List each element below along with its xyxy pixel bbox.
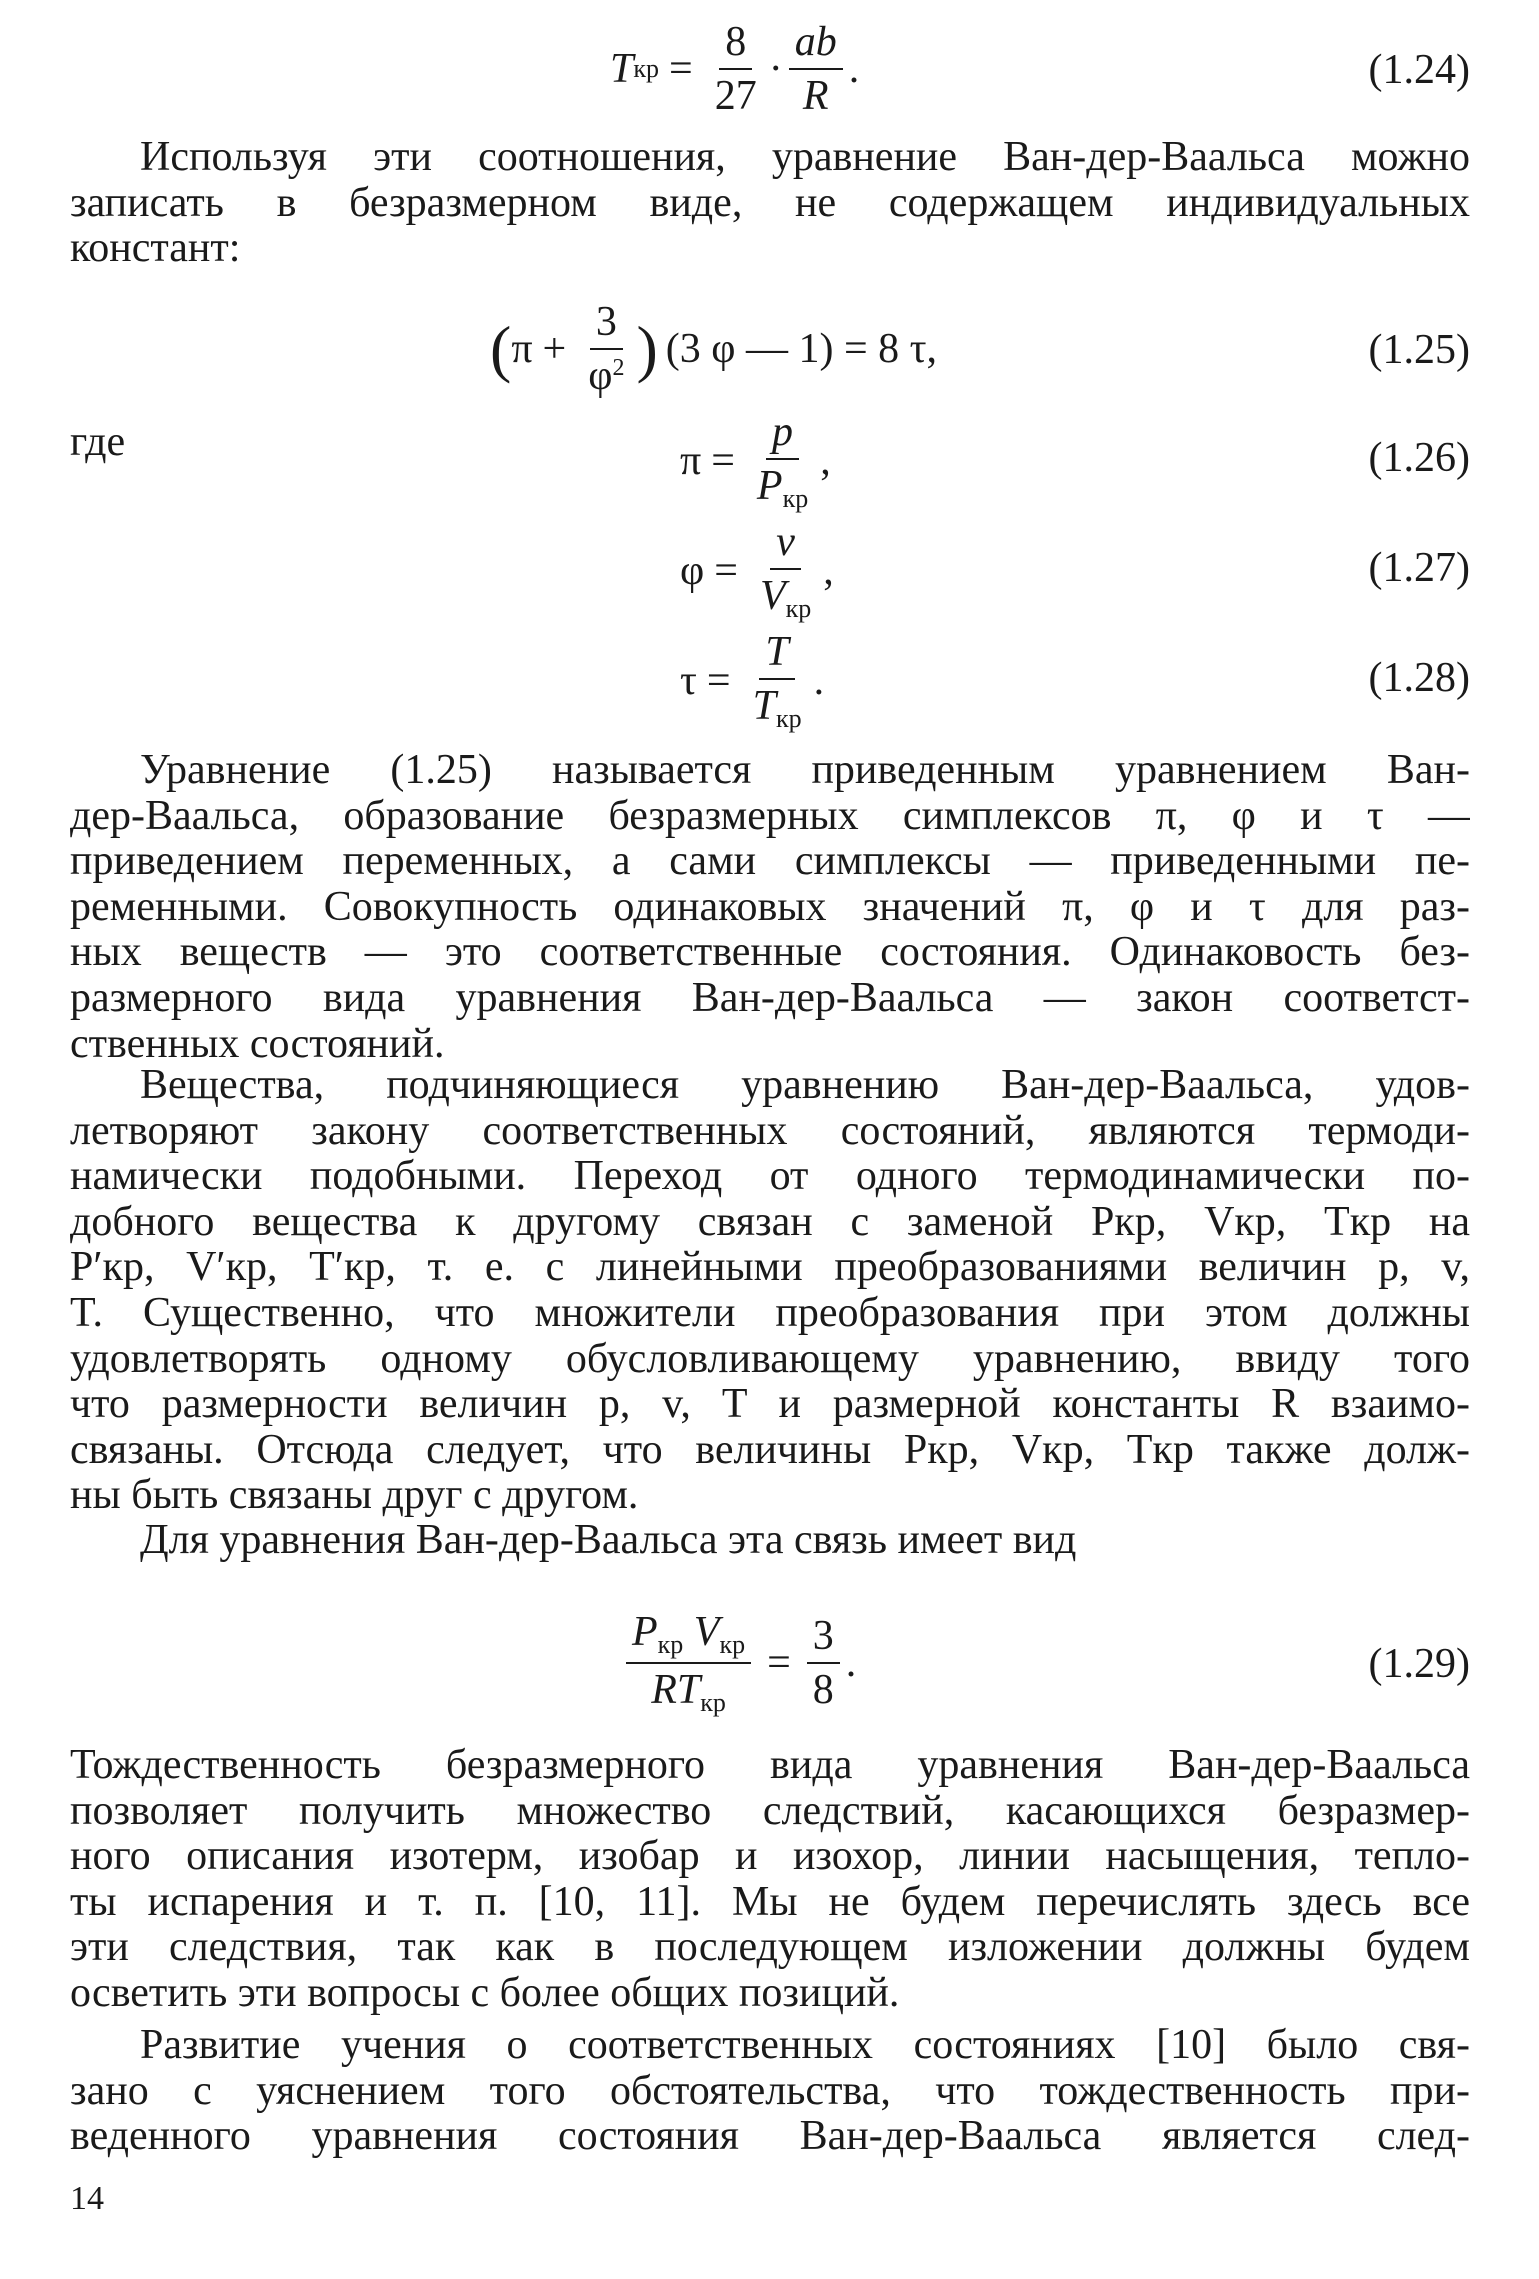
fraction — [789, 20, 843, 118]
eq-sign: = — [706, 658, 731, 705]
text-line: зано с уяснением того обстоятельства, что тождественность при- — [70, 2068, 1470, 2114]
sub: кр — [719, 1630, 746, 1659]
denominator — [582, 350, 630, 398]
text-line: записать в безразмерном виде, не содержащем индивидуальных — [70, 180, 1470, 226]
phi-symbol: φ — [588, 353, 613, 400]
paragraph-4 — [70, 1518, 1470, 1564]
fraction — [709, 20, 763, 118]
var: RT — [651, 1667, 701, 1714]
text-line: позволяет получить множество следствий, касающихся безразмер- — [70, 1788, 1470, 1834]
fraction — [751, 410, 814, 512]
numerator: p — [766, 410, 799, 460]
pi-symbol: π — [511, 326, 533, 373]
text-line: P′кр, V′кр, T′кр, т. е. с линейными преобразованиями величин p, v, — [70, 1245, 1470, 1291]
eq-lhs: τ — [680, 658, 697, 705]
var: P — [632, 1609, 658, 1655]
text-line: Уравнение (1.25) называется приведенным уравнением Ван- — [140, 748, 1470, 793]
text-line: дер-Ваальса, образование безразмерных симплексов π, φ и τ — — [70, 793, 1470, 839]
text-line: добного вещества к другому связан с заменой Pкр, Vкр, Tкр на — [70, 1199, 1470, 1245]
text-line: констант: — [70, 226, 241, 272]
text-line: ны быть связаны друг с другом. — [70, 1473, 639, 1519]
text-line: удовлетворять одному обусловливающему уравнению, ввиду того — [70, 1336, 1470, 1382]
den-sub: кр — [775, 704, 802, 734]
numerator: v — [770, 520, 801, 570]
equation-number: (1.24) — [1368, 47, 1470, 93]
paragraph-6 — [70, 2023, 1470, 2160]
eq-lhs-sub: кр — [633, 54, 659, 84]
text-line: ты испарения и т. п. [10, 11]. Мы не будем перечислять здесь все — [70, 1879, 1470, 1925]
denominator — [751, 460, 814, 512]
text-line: намически подобными. Переход от одного термодинамически по- — [70, 1154, 1470, 1200]
page-number: 14 — [70, 2180, 104, 2217]
eq-tail: . — [845, 1640, 857, 1687]
text-line: Развитие учения о соответственных состояниях [10] было свя- — [140, 2023, 1470, 2068]
fraction — [626, 1610, 751, 1717]
equation-number: (1.28) — [1368, 655, 1470, 701]
paragraph-3 — [70, 1063, 1470, 1519]
numerator — [626, 1610, 751, 1664]
numerator: ab — [789, 20, 843, 70]
text-line: ременными. Совокупность одинаковых значений π, φ и τ для раз- — [70, 884, 1470, 930]
equation-1-25 — [70, 300, 1470, 400]
denominator: 8 — [812, 1667, 834, 1714]
equation-1-26 — [70, 409, 1470, 514]
denominator — [754, 570, 817, 622]
var: V — [693, 1609, 720, 1655]
text-line: летворяют закону соответственных состояний, являются термоди- — [70, 1108, 1470, 1154]
numerator: 8 — [719, 20, 752, 70]
fraction — [807, 1614, 840, 1712]
eq-sign: = — [714, 548, 738, 595]
eq-sign: = — [711, 438, 735, 485]
eq-rest: (3 φ — 1) = 8 τ, — [665, 326, 938, 373]
eq-tail: . — [848, 46, 860, 93]
open-paren: ( — [490, 313, 512, 385]
eq-tail: , — [823, 548, 834, 595]
numerator: T — [759, 630, 794, 680]
equation-1-24 — [70, 20, 1470, 120]
text-line: ственных состояний. — [70, 1021, 445, 1067]
den-sub: кр — [785, 594, 812, 624]
eq-lhs: φ — [680, 548, 705, 595]
where-label: где — [70, 419, 126, 465]
eq-lhs: π — [680, 438, 702, 485]
den-var: P — [756, 463, 783, 510]
text-line: веденного уравнения состояния Ван-дер-Ваальса является след- — [70, 2114, 1470, 2160]
text-line: Используя эти соотношения, уравнение Ван-дер-Ваальса можно — [140, 135, 1470, 180]
paragraph-1 — [70, 135, 1470, 272]
den-var: T — [752, 683, 776, 730]
den-var: V — [759, 573, 786, 620]
text-line: осветить эти вопросы с более общих позиций. — [70, 1970, 900, 2016]
denominator: R — [802, 73, 829, 120]
close-paren: ) — [636, 313, 658, 385]
equation-1-27 — [70, 519, 1470, 624]
sub: кр — [700, 1688, 726, 1718]
eq-tail: , — [820, 438, 831, 485]
denominator — [645, 1664, 732, 1716]
denominator: 27 — [714, 73, 757, 120]
text-line: эти следствия, так как в последующем изложении должны будем — [70, 1925, 1470, 1971]
eq-lhs: T — [610, 46, 634, 93]
plus-sign: + — [542, 326, 567, 373]
equation-number: (1.26) — [1368, 435, 1470, 481]
sub: кр — [657, 1630, 684, 1659]
den-sub: кр — [782, 484, 809, 514]
equation-1-29 — [70, 1610, 1470, 1720]
text-line: размерного вида уравнения Ван-дер-Ваальса — закон соответст- — [70, 975, 1470, 1021]
equation-number: (1.27) — [1368, 545, 1470, 591]
text-line: Вещества, подчиняющиеся уравнению Ван-дер-Ваальса, удов- — [140, 1063, 1470, 1108]
exponent: 2 — [612, 355, 625, 382]
text-line: связаны. Отсюда следует, что величины Pкр, Vкр, Tкр также долж- — [70, 1427, 1470, 1473]
fraction — [747, 630, 808, 732]
text-line: что размерности величин p, v, T и размерной константы R взаимо- — [70, 1382, 1470, 1428]
eq-sign: = — [767, 1640, 791, 1687]
equation-number: (1.29) — [1368, 1641, 1470, 1687]
numerator: 3 — [590, 300, 623, 350]
dot-operator: · — [768, 46, 783, 93]
text-line: приведением переменных, а сами симплексы — приведенными пе- — [70, 839, 1470, 885]
denominator — [747, 680, 808, 732]
paragraph-2 — [70, 748, 1470, 1067]
fraction — [582, 300, 630, 398]
text-line: ного описания изотерм, изобар и изохор, линии насыщения, тепло- — [70, 1834, 1470, 1880]
equation-number: (1.25) — [1368, 327, 1470, 373]
eq-sign: = — [669, 46, 693, 93]
text-line: Для уравнения Ван-дер-Ваальса эта связь имеет вид — [140, 1518, 1077, 1563]
text-line: Тождественность безразмерного вида уравнения Ван-дер-Ваальса — [70, 1743, 1470, 1788]
numerator: 3 — [807, 1614, 840, 1664]
text-line: T. Существенно, что множители преобразования при этом должны — [70, 1290, 1470, 1336]
eq-tail: . — [813, 658, 825, 705]
fraction — [754, 520, 817, 622]
equation-1-28 — [70, 629, 1470, 734]
paragraph-5 — [70, 1743, 1470, 2017]
text-line: ных веществ — это соответственные состояния. Одинаковость без- — [70, 930, 1470, 976]
